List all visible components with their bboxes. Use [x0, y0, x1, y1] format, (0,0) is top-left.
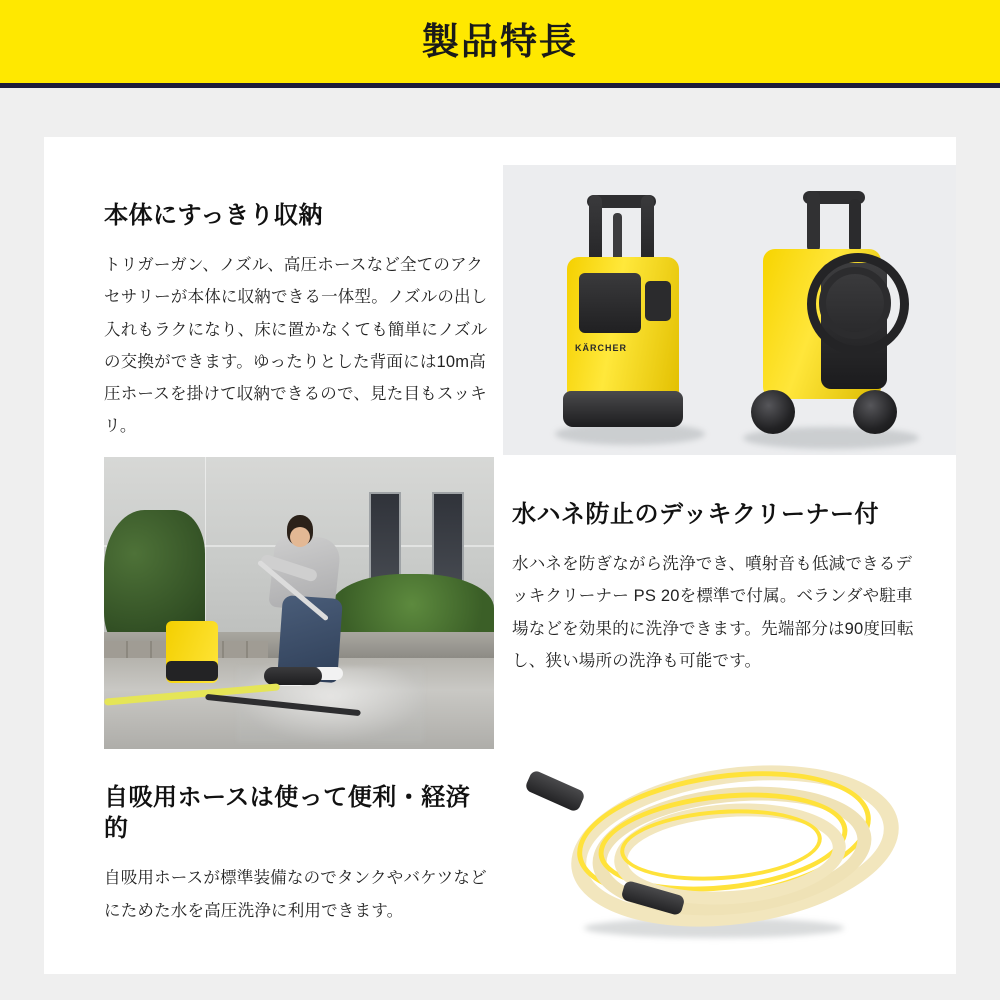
section-deck-cleaner-body: 水ハネを防ぎながら洗浄でき、噴射音も低減できるデッキクリーナー PS 20を標準で付属。ベランダや駐車場などを効果的に洗浄できます。先端部分は90度回転し、狭い場所の洗浄も可能です。 — [512, 555, 914, 670]
section-suction-hose-body: 自吸用ホースが標準装備なのでタンクやバケツなどにためた水を高圧洗浄に利用できます。 — [104, 869, 487, 920]
section-suction-hose-image — [514, 742, 934, 962]
pressure-washer-base — [166, 661, 218, 681]
pressure-washer-illustration — [503, 165, 956, 455]
wheel-left — [751, 390, 795, 434]
header-divider — [0, 83, 1000, 88]
section-storage-title: 本体にすっきり収納 — [104, 202, 324, 229]
front-panel — [579, 273, 641, 333]
section-deck-cleaner-title: 水ハネ防止のデッキクリーナー付 — [512, 501, 880, 528]
section-storage-text — [104, 200, 489, 442]
wheel-right — [853, 390, 897, 434]
section-deck-cleaner-text — [512, 499, 922, 677]
section-storage-body: トリガーガン、ノズル、高圧ホースなど全てのアクセサリーが本体に収納できる一体型。ノズルの出し入れもラクになり、床に置かなくても簡単にノズルの交換ができます。ゆったりとした背面には10m高圧ホースを掛けて収納できるので、見た目もスッキリ。 — [104, 256, 488, 436]
section-storage-image — [503, 165, 956, 455]
handle-left — [807, 191, 820, 253]
wall-seam — [205, 457, 206, 644]
section-deck-cleaner-image — [104, 457, 494, 749]
hose-connector-top — [524, 769, 586, 813]
side-panel — [645, 281, 671, 321]
handle-right — [849, 199, 861, 253]
washer-front-view — [559, 195, 689, 430]
page-title: 製品特長 — [422, 21, 578, 62]
washer-rear-view — [749, 191, 911, 436]
content-card — [44, 137, 956, 974]
brand-label: KÄRCHER — [575, 343, 627, 353]
header-band — [0, 0, 1000, 83]
section-suction-hose-title: 自吸用ホースは使って便利・経済的 — [104, 784, 471, 843]
suction-hose-illustration — [514, 742, 934, 962]
washer-base — [563, 391, 683, 427]
section-suction-hose-text — [104, 782, 494, 927]
deck-cleaner-head — [264, 667, 322, 685]
cleaning-photo — [104, 457, 494, 749]
hose-coil-inner — [819, 267, 891, 339]
